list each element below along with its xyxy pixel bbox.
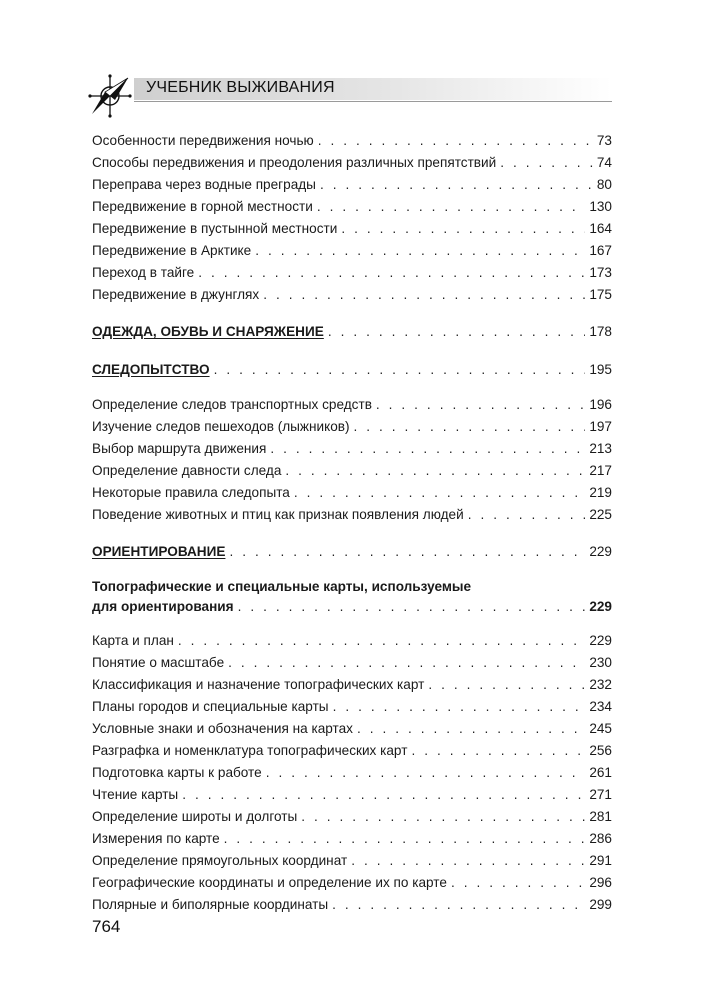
toc-entry-page: 234 [589, 699, 612, 714]
toc-entry[interactable] [92, 894, 612, 916]
toc-subsection-line2 [92, 596, 612, 618]
toc-entry[interactable] [92, 152, 612, 174]
toc-entry-title: Переправа через водные преграды [92, 177, 316, 192]
toc-entry-title: Передвижение в Арктике [92, 243, 252, 258]
toc-entry[interactable] [92, 504, 612, 526]
compass-rose-icon [88, 74, 132, 118]
toc-entry[interactable] [92, 218, 612, 240]
toc-entry-page: 213 [589, 441, 612, 456]
toc-entry-page: 219 [589, 485, 612, 500]
toc-entry[interactable] [92, 130, 612, 152]
toc-entry-page: 175 [589, 287, 612, 302]
toc-entry-title: Чтение карты [92, 787, 179, 802]
toc-entry-title: Способы передвижения и преодоления различных препятствий [92, 155, 497, 170]
toc-entry[interactable] [92, 850, 612, 872]
toc-entry-title: Планы городов и специальные карты [92, 699, 329, 714]
toc-entry[interactable] [92, 196, 612, 218]
toc-entry-page: 291 [589, 853, 612, 868]
toc-entry-title: Некоторые правила следопыта [92, 485, 290, 500]
toc-entry-title: Изучение следов пешеходов (лыжников) [92, 419, 350, 434]
toc-entry[interactable] [92, 482, 612, 504]
toc-section-page: 229 [589, 544, 612, 559]
toc-entry-page: 230 [589, 655, 612, 670]
toc-entry[interactable] [92, 762, 612, 784]
toc-entry[interactable] [92, 740, 612, 762]
toc-entry-page: 245 [589, 721, 612, 736]
toc-entry[interactable] [92, 696, 612, 718]
toc-entry[interactable] [92, 240, 612, 262]
toc-entry[interactable] [92, 652, 612, 674]
toc-entry[interactable] [92, 438, 612, 460]
toc-entry-title: Переход в тайге [92, 265, 195, 280]
toc-section-title: СЛЕДОПЫТСТВО [92, 362, 210, 377]
toc-group-maps [92, 630, 612, 916]
page-number: 764 [92, 917, 121, 936]
toc-entry[interactable] [92, 460, 612, 482]
toc-entry-page: 271 [589, 787, 612, 802]
toc-entry-title: Передвижение в джунглях [92, 287, 260, 302]
toc-entry-page: 299 [589, 897, 612, 912]
toc-entry[interactable] [92, 784, 612, 806]
toc-section-page: 195 [589, 362, 612, 377]
toc-entry-title: Поведение животных и птиц как признак появления людей [92, 507, 464, 522]
toc-entry-title: Особенности передвижения ночью [92, 133, 314, 148]
toc-section-title: ОРИЕНТИРОВАНИЕ [92, 544, 226, 559]
toc-entry[interactable] [92, 630, 612, 652]
toc-entry[interactable] [92, 674, 612, 696]
toc-entry[interactable] [92, 284, 612, 306]
toc-entry-page: 164 [589, 221, 612, 236]
toc-section-clothing[interactable] [92, 320, 612, 344]
toc-entry-page: 256 [589, 743, 612, 758]
toc-entry[interactable] [92, 174, 612, 196]
table-of-contents [92, 130, 612, 916]
toc-subsection-title-line2: для ориентирования [92, 599, 234, 614]
toc-entry-page: 196 [589, 397, 612, 412]
toc-entry-page: 173 [589, 265, 612, 280]
toc-entry-page: 229 [589, 633, 612, 648]
toc-entry[interactable] [92, 806, 612, 828]
toc-entry[interactable] [92, 394, 612, 416]
toc-entry-page: 261 [589, 765, 612, 780]
toc-group-tracking [92, 394, 612, 526]
toc-entry-page: 286 [589, 831, 612, 846]
running-header [88, 70, 612, 110]
toc-entry-title: Определение следов транспортных средств [92, 397, 372, 412]
toc-entry-title: Измерения по карте [92, 831, 220, 846]
toc-entry-title: Подготовка карты к работе [92, 765, 262, 780]
toc-subsection-page: 229 [589, 599, 612, 614]
toc-entry-page: 73 [596, 133, 612, 148]
toc-entry-page: 167 [589, 243, 612, 258]
toc-subsection-maps[interactable] [92, 576, 612, 618]
toc-entry-page: 232 [589, 677, 612, 692]
toc-entry-title: Понятие о масштабе [92, 655, 225, 670]
toc-entry[interactable] [92, 416, 612, 438]
toc-entry-title: Выбор маршрута движения [92, 441, 267, 456]
toc-entry-title: Передвижение в горной местности [92, 199, 313, 214]
header-rule [134, 101, 612, 102]
toc-entry-title: Условные знаки и обозначения на картах [92, 721, 353, 736]
toc-entry-title: Карта и план [92, 633, 174, 648]
book-title: УЧЕБНИК ВЫЖИВАНИЯ [146, 79, 335, 96]
toc-entry-title: Разграфка и номенклатура топографических карт [92, 743, 408, 758]
toc-section-page: 178 [589, 324, 612, 339]
toc-entry-title: Определение прямоугольных координат [92, 853, 348, 868]
toc-entry-page: 225 [589, 507, 612, 522]
toc-entry-title: Полярные и биполярные координаты [92, 897, 329, 912]
toc-subsection-title-line1: Топографические и специальные карты, используемые [92, 579, 472, 594]
toc-section-orientation[interactable] [92, 540, 612, 564]
toc-group-movement [92, 130, 612, 306]
toc-entry-page: 217 [589, 463, 612, 478]
toc-entry-page: 80 [596, 177, 612, 192]
toc-entry[interactable] [92, 718, 612, 740]
toc-entry[interactable] [92, 872, 612, 894]
toc-entry-page: 74 [596, 155, 612, 170]
toc-section-title: ОДЕЖДА, ОБУВЬ И СНАРЯЖЕНИЕ [92, 324, 324, 339]
toc-entry-title: Определение широты и долготы [92, 809, 298, 824]
toc-entry-title: Классификация и назначение топографических карт [92, 677, 425, 692]
toc-section-tracking[interactable] [92, 358, 612, 382]
toc-entry-title: Географические координаты и определение их по карте [92, 875, 447, 890]
toc-entry-page: 130 [589, 199, 612, 214]
toc-entry-title: Определение давности следа [92, 463, 282, 478]
toc-entry[interactable] [92, 828, 612, 850]
toc-entry-page: 296 [589, 875, 612, 890]
toc-entry-page: 197 [589, 419, 612, 434]
toc-entry[interactable] [92, 262, 612, 284]
toc-entry-title: Передвижение в пустынной местности [92, 221, 338, 236]
toc-entry-page: 281 [589, 809, 612, 824]
